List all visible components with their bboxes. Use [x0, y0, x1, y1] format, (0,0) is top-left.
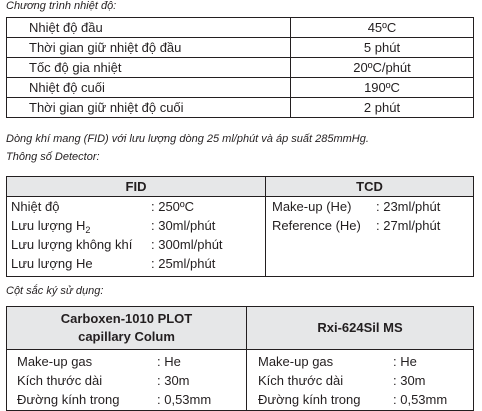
list-item — [247, 390, 473, 409]
row-value: 190ºC — [291, 78, 474, 98]
columns-body-row — [7, 350, 474, 411]
param-key — [7, 216, 151, 235]
param-value: : 27ml/phút — [376, 218, 441, 233]
row-label: Thời gian giữ nhiệt độ đầu — [7, 38, 291, 58]
tcd-header: TCD — [266, 177, 474, 197]
param-key: Lưu lượng He — [11, 256, 93, 271]
columns-table — [6, 306, 474, 411]
row-label: Thời gian giữ nhiệt độ cuối — [7, 98, 291, 118]
param-value: : 300ml/phút — [151, 237, 223, 252]
row-label: Nhiệt độ cuối — [7, 78, 291, 98]
param-key: Nhiệt độ — [11, 199, 60, 214]
row-value: 5 phút — [291, 38, 474, 58]
table-row — [7, 78, 474, 98]
column1-title-line2: capillary Colum — [78, 329, 175, 344]
param-key: Kích thước dài — [258, 373, 344, 388]
list-item — [266, 216, 473, 235]
temp-program-caption: Chương trình nhiệt độ: — [6, 0, 117, 12]
temp-program-table — [6, 17, 474, 118]
param-value: : 0,53mm — [393, 392, 448, 407]
detector-table — [6, 176, 474, 277]
table-row — [7, 98, 474, 118]
detector-caption: Thông số Detector: — [6, 151, 100, 163]
list-item — [7, 254, 265, 273]
param-value: : He — [157, 354, 181, 369]
param-value: : 30m — [393, 373, 426, 388]
list-item — [7, 197, 265, 216]
list-item — [247, 352, 473, 371]
param-value: : 25ml/phút — [151, 256, 216, 271]
param-value: : 250ºC — [151, 199, 195, 214]
table-row — [7, 58, 474, 78]
fid-header: FID — [7, 177, 266, 197]
row-value: 20ºC/phút — [291, 58, 474, 78]
column2-params — [247, 350, 474, 411]
list-item — [7, 235, 265, 254]
param-key: Kích thước dài — [17, 373, 103, 388]
param-key: Lưu lượng không khí — [11, 237, 133, 252]
tcd-params — [266, 197, 474, 277]
param-value: : 23ml/phút — [376, 199, 441, 214]
list-item — [7, 390, 246, 409]
list-item — [7, 371, 246, 390]
param-value: : 0,53mm — [157, 392, 212, 407]
row-value: 45ºC — [291, 18, 474, 38]
columns-header-row — [7, 307, 474, 350]
param-value: : 30m — [157, 373, 190, 388]
column2-header: Rxi-624Sil MS — [247, 307, 474, 350]
param-key: Make-up (He) — [272, 199, 352, 214]
param-key-subscript: 2 — [85, 225, 91, 235]
list-item — [266, 197, 473, 216]
table-row — [7, 18, 474, 38]
param-key: Make-up gas — [17, 354, 93, 369]
row-label: Tốc độ gia nhiệt — [7, 58, 291, 78]
fid-params — [7, 197, 266, 277]
param-key-text: Lưu lượng H — [11, 218, 86, 233]
param-value: : He — [393, 354, 417, 369]
list-item — [7, 216, 265, 235]
row-value: 2 phút — [291, 98, 474, 118]
detector-header-row — [7, 177, 474, 197]
param-key: Đường kính trong — [258, 392, 361, 407]
list-item — [7, 352, 246, 371]
list-item — [247, 371, 473, 390]
param-key: Đường kính trong — [17, 392, 120, 407]
columns-caption: Cột sắc ký sử dụng: — [6, 285, 104, 297]
carrier-gas-caption: Dòng khí mang (FID) với lưu lượng dòng 25 ml/phút và áp suất 285mmHg. — [6, 133, 369, 145]
column1-params — [7, 350, 247, 411]
param-key: Reference (He) — [272, 218, 361, 233]
table-row — [7, 38, 474, 58]
column1-header — [7, 307, 247, 350]
detector-body-row — [7, 197, 474, 277]
row-label: Nhiệt độ đầu — [7, 18, 291, 38]
column1-title-line1: Carboxen-1010 PLOT — [60, 311, 193, 326]
param-key: Make-up gas — [258, 354, 334, 369]
param-value: : 30ml/phút — [151, 218, 216, 233]
